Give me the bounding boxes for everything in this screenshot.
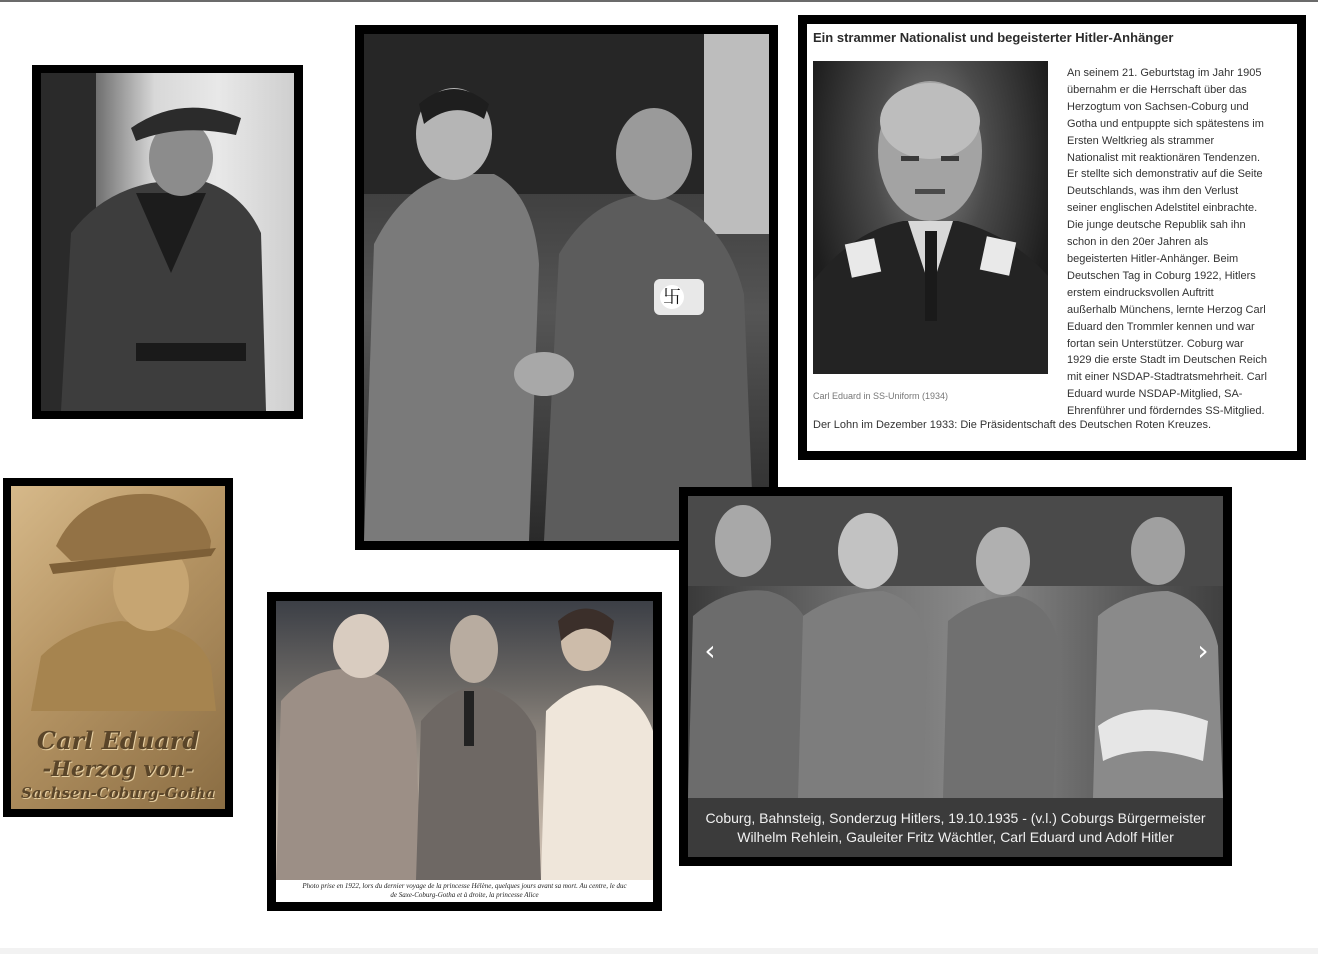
plaque-title: -Herzog von- bbox=[42, 756, 194, 781]
slideshow-frame bbox=[679, 487, 1232, 866]
article-line: mit einer NSDAP-Stadtratsmehrheit. Carl bbox=[1067, 371, 1267, 384]
slideshow-next-button[interactable] bbox=[1191, 636, 1215, 666]
article-line: schon in den 20er Jahren als bbox=[1067, 236, 1209, 249]
article-body bbox=[1067, 65, 1289, 420]
chevron-left-icon: ‹ bbox=[704, 634, 716, 667]
article-line: An seinem 21. Geburtstag im Jahr 1905 bbox=[1067, 67, 1262, 79]
article-line: begeisterten Hitler-Anhänger. Beim bbox=[1067, 252, 1239, 265]
photo-1922-image bbox=[276, 601, 653, 880]
top-divider bbox=[0, 0, 1318, 2]
svg-text:卐: 卐 bbox=[663, 287, 681, 308]
article-portrait-image bbox=[813, 61, 1048, 374]
article-line: Die junge deutsche Republik sah ihn bbox=[1067, 219, 1246, 232]
photo-officer-cap bbox=[32, 65, 303, 419]
officer-image bbox=[41, 73, 294, 411]
bronze-plaque-image bbox=[11, 486, 225, 809]
plaque-name: Carl Eduard bbox=[36, 726, 200, 755]
article-line: Eduard den Trommler kennen und war bbox=[1067, 320, 1255, 333]
slideshow-caption-line: Wilhelm Rehlein, Gauleiter Fritz Wächtler, Carl Eduard und Adolf Hitler bbox=[737, 829, 1174, 845]
article-line: Nationalist mit reaktionären Tendenzen. bbox=[1067, 151, 1261, 164]
article-line: Eduard wurde NSDAP-Mitglied, SA- bbox=[1067, 388, 1243, 401]
plaque-duchy: Sachsen-Coburg-Gotha bbox=[20, 784, 216, 802]
article-title: Ein strammer Nationalist und begeisterter Hitler-Anhänger bbox=[813, 30, 1174, 45]
article-line: Ehrenführer und förderndes SS-Mitglied. bbox=[1067, 405, 1265, 418]
photo-1922-caption bbox=[276, 882, 653, 900]
article-line: erstem eindrucksvollen Auftritt bbox=[1067, 286, 1214, 299]
article-line: übernahm er die Herrschaft über das bbox=[1067, 83, 1247, 96]
chevron-right-icon: › bbox=[1197, 634, 1209, 667]
slideshow-prev-button[interactable] bbox=[698, 636, 722, 666]
article-image-caption: Carl Eduard in SS-Uniform (1934) bbox=[813, 391, 949, 401]
article-line: fortan sein Unterstützer. Coburg war bbox=[1067, 337, 1244, 350]
photo-handshake bbox=[355, 25, 778, 550]
photo-1922-caption-band bbox=[276, 880, 653, 902]
handshake-image bbox=[364, 34, 769, 541]
article-line: außerhalb Münchens, lernte Herzog Carl bbox=[1067, 303, 1266, 316]
article-line: Herzogtum von Sachsen-Coburg und bbox=[1067, 100, 1249, 113]
article-line: Ersten Weltkrieg als strammer bbox=[1067, 134, 1215, 147]
slideshow-caption-band bbox=[688, 798, 1223, 857]
article-line: Gotha und entpuppte sich spätestens im bbox=[1067, 117, 1264, 130]
photo-1922-caption-line: de Saxe-Coburg-Gotha et à droite, la princesse Alice bbox=[390, 891, 539, 899]
photo-1922-frame bbox=[267, 592, 662, 911]
slideshow-caption bbox=[698, 809, 1213, 847]
plaque-frame bbox=[3, 478, 233, 817]
slideshow-caption-line: Coburg, Bahnsteig, Sonderzug Hitlers, 19.10.1935 - (v.l.) Coburgs Bürgermeister bbox=[705, 810, 1206, 826]
article-line: 1929 die erste Stadt im Deutschen Reich bbox=[1067, 354, 1267, 367]
article-line: Deutschen Tag in Coburg 1922, Hitlers bbox=[1067, 269, 1256, 282]
bottom-divider bbox=[0, 948, 1318, 954]
photo-1922-caption-line: Photo prise en 1922, lors du dernier voyage de la princesse Hélène, quelques jours avant sa mort. Au centre, le duc bbox=[302, 882, 627, 890]
article-card-frame bbox=[798, 15, 1306, 460]
article-line: seiner englischen Adelstitel einbrachte. bbox=[1067, 202, 1258, 215]
article-line: Deutschlands, was ihm den Verlust bbox=[1067, 185, 1239, 198]
article-last-line: Der Lohn im Dezember 1933: Die Präsidentschaft des Deutschen Roten Kreuzes. bbox=[813, 419, 1212, 431]
article-line: Er stellte sich demonstrativ auf die Seite bbox=[1067, 168, 1263, 181]
slideshow-image bbox=[688, 496, 1223, 798]
article-card bbox=[807, 24, 1297, 451]
